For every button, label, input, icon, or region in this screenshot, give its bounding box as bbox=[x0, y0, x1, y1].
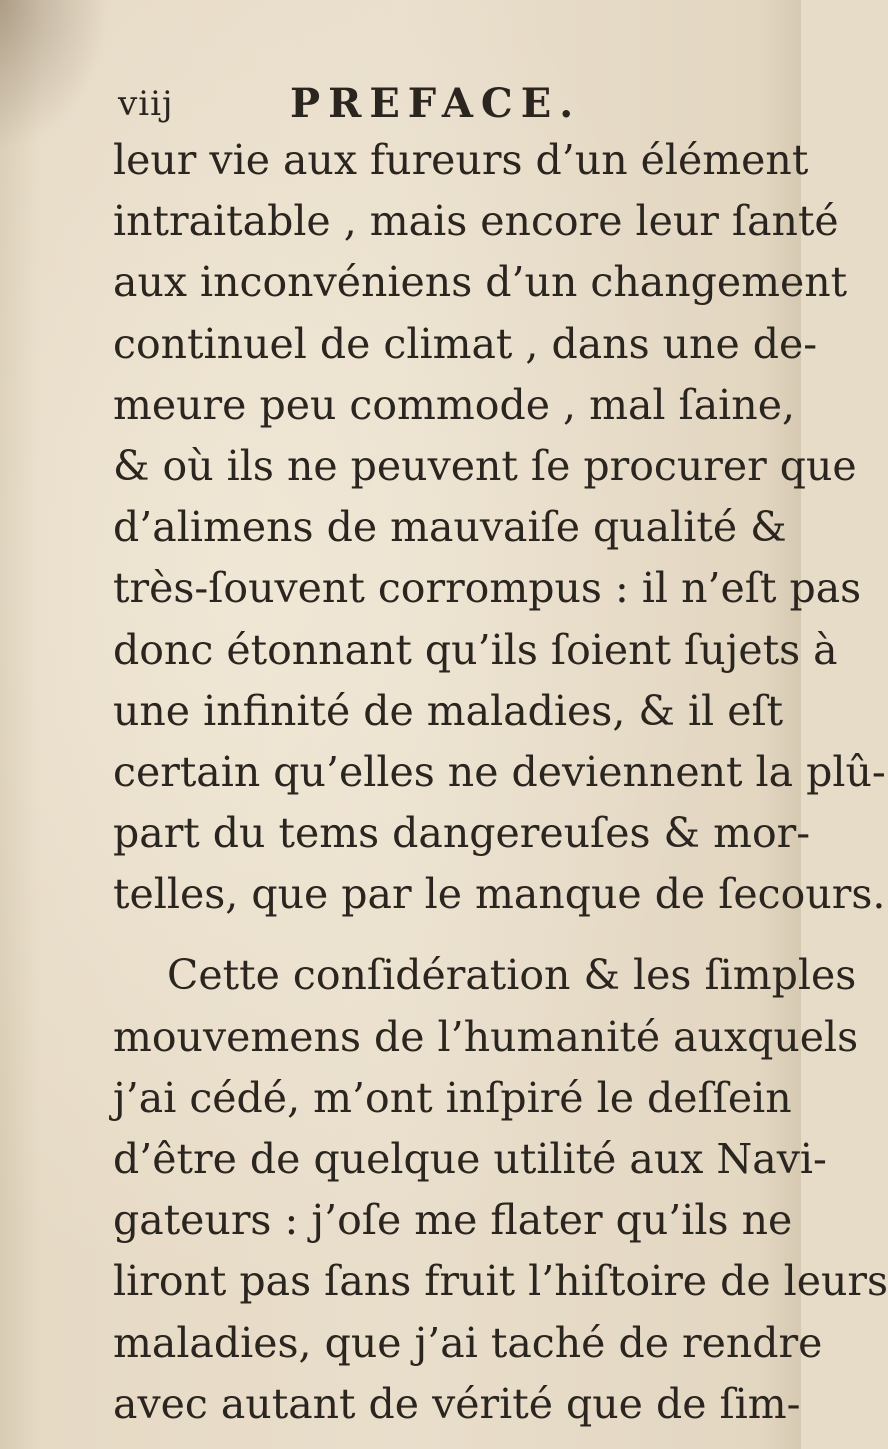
text-line: gateurs : j’oſe me flater qu’ils ne bbox=[113, 1196, 793, 1245]
text-line: d’alimens de mauvaiſe qualité & bbox=[113, 503, 787, 552]
page-number: viij bbox=[118, 84, 174, 124]
text-line: telles, que par le manque de ſecours. bbox=[113, 870, 886, 919]
text-line: liront pas ſans fruit l’hiſtoire de leurs bbox=[113, 1257, 888, 1306]
text-line: avec autant de vérité que de ſim- bbox=[113, 1379, 801, 1428]
text-line: donc étonnant qu’ils ſoient ſujets à bbox=[113, 625, 838, 674]
text-line: meure peu commode , mal ſaine, bbox=[113, 380, 795, 429]
text-line: continuel de climat , dans une de- bbox=[113, 319, 818, 368]
paragraph-gap bbox=[113, 925, 773, 945]
text-line: certain qu’elles ne deviennent la plû- bbox=[113, 747, 886, 796]
text-line: j’ai cédé, m’ont inſpiré le deſſein bbox=[113, 1073, 792, 1122]
paragraph bbox=[113, 945, 888, 1435]
running-head: PREFACE. bbox=[290, 80, 582, 127]
text-line: & où ils ne peuvent ſe procurer que bbox=[113, 441, 857, 490]
text-line: maladies, que j’ai taché de rendre bbox=[113, 1318, 823, 1367]
paragraph bbox=[113, 130, 886, 925]
text-line: aux inconvéniens d’un changement bbox=[113, 258, 848, 307]
text-line: leur vie aux fureurs d’un élément bbox=[113, 136, 809, 184]
text-line: une infinité de maladies, & il eſt bbox=[113, 686, 784, 735]
text-line: d’être de quelque utilité aux Navi- bbox=[113, 1135, 827, 1183]
page-header bbox=[118, 80, 758, 134]
text-line: part du tems dangereuſes & mor- bbox=[113, 809, 811, 858]
text-line: Cette conſidération & les ſimples bbox=[167, 951, 857, 1000]
text-line: mouvemens de l’humanité auxquels bbox=[113, 1012, 859, 1061]
text-line: très-ſouvent corrompus : il n’eſt pas bbox=[113, 564, 862, 613]
text-line: intraitable , mais encore leur ſanté bbox=[113, 197, 839, 246]
page-stain bbox=[0, 0, 110, 150]
body-text bbox=[113, 130, 888, 1435]
